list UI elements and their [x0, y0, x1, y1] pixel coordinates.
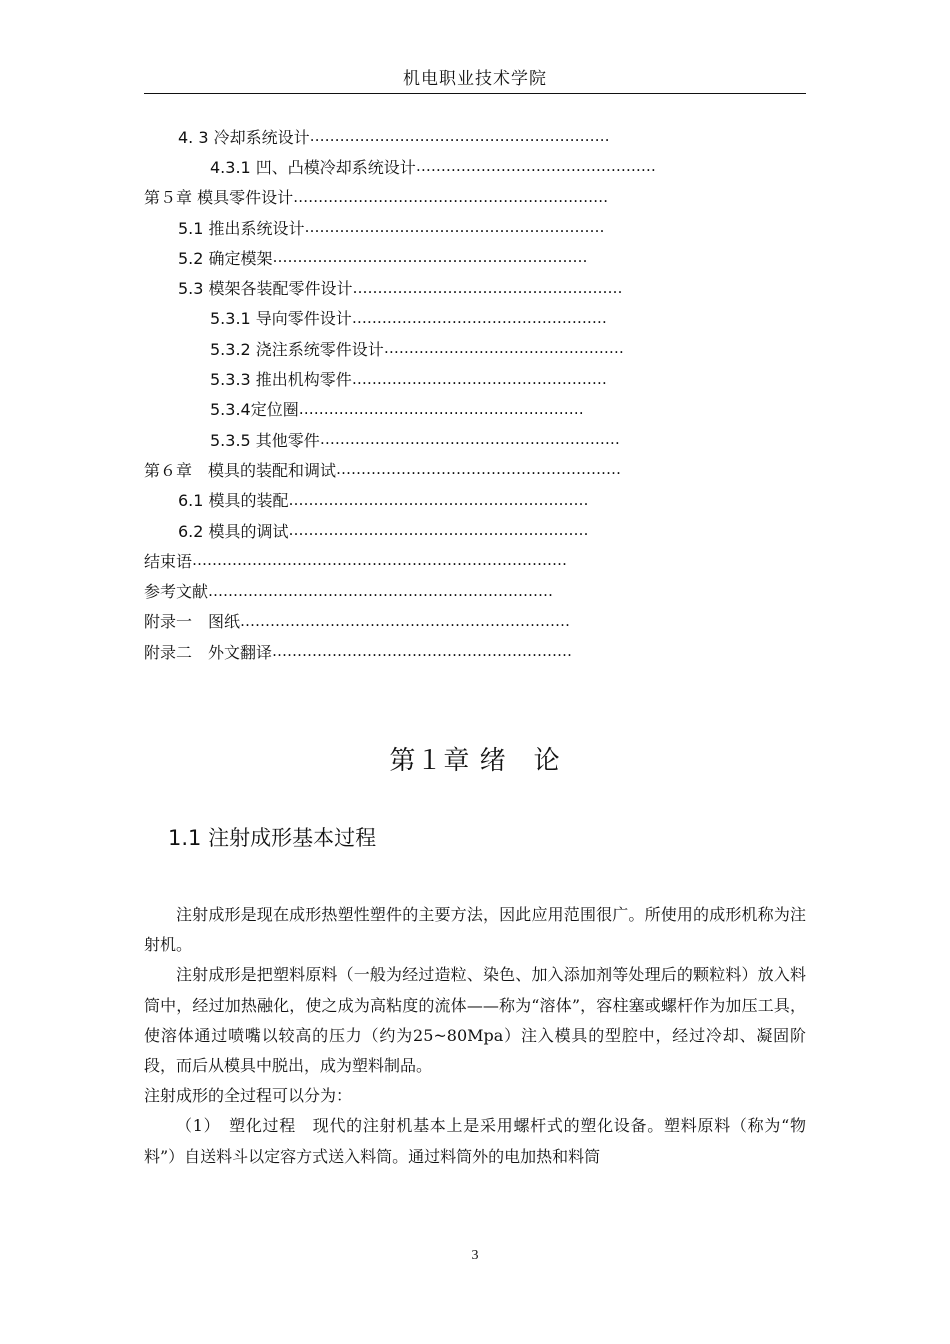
toc-entry-title: 5.3.3 推出机构零件: [210, 370, 352, 390]
chapter-title: 第１章 绪 论: [389, 746, 561, 776]
toc-entry-title: 4.3.1 凹、凸模冷却系统设计: [210, 157, 416, 177]
toc-entry-title: 4. 3 冷却系统设计: [178, 127, 310, 147]
toc-entry[interactable]: [144, 212, 809, 242]
header-title: 机电职业技术学院: [403, 69, 547, 89]
toc-leader-dots: ………………………………………………: [352, 278, 623, 297]
page-number: 3: [471, 1248, 479, 1263]
toc-leader-dots: ……………………………………………………: [319, 430, 620, 449]
toc-leader-dots: ……………………………………………………: [288, 521, 589, 539]
toc-leader-dots: ………………………………………………………: [293, 187, 609, 206]
toc-entry[interactable]: [144, 151, 809, 181]
toc-entry-title: 5.1 推出系统设计: [178, 218, 305, 238]
toc-entry-title: 5.2 确定模架: [178, 248, 273, 268]
toc-entry[interactable]: [144, 272, 809, 302]
toc-leader-dots: …………………………………………………: [336, 460, 622, 479]
toc-entry-title: 结束语: [144, 551, 193, 571]
toc-entry-title: 6.1 模具的装配: [178, 491, 289, 511]
toc-leader-dots: ……………………………………………………: [272, 642, 573, 661]
paragraph: （1） 塑化过程 现代的注射机基本上是采用螺杆式的塑化设备。塑料原料（称为“物料”）自送料斗以定容方式送入料筒。通过料筒外的电加热和料筒: [144, 1116, 806, 1166]
toc-entry[interactable]: [144, 121, 809, 151]
toc-leader-dots: ……………………………………………………: [288, 490, 589, 509]
table-of-contents: [144, 121, 809, 666]
toc-leader-dots: ……………………………………………………: [309, 127, 610, 146]
toc-leader-dots: ………………………………………………………: [272, 248, 588, 267]
toc-leader-dots: …………………………………………: [415, 157, 656, 176]
body-text: [144, 900, 806, 1172]
toc-leader-dots: …………………………………………: [383, 339, 624, 358]
toc-entry-title: 5.3.2 浇注系统零件设计: [210, 339, 384, 359]
toc-entry[interactable]: [144, 424, 809, 454]
toc-entry[interactable]: [144, 182, 809, 212]
toc-entry[interactable]: [144, 545, 809, 575]
section-title: 1.1 注射成形基本过程: [168, 826, 377, 850]
toc-entry-title: 第６章 模具的装配和调试: [144, 460, 337, 480]
toc-entry-title: 参考文献: [144, 582, 209, 602]
toc-entry[interactable]: [144, 575, 809, 605]
toc-leader-dots: ……………………………………………………: [304, 218, 605, 237]
toc-entry[interactable]: [144, 242, 809, 272]
toc-entry-title: 5.3.4定位圈: [210, 400, 299, 420]
toc-entry-title: 附录一 图纸: [144, 612, 241, 632]
paragraph: 注射成形是现在成形热塑性塑件的主要方法，因此应用范围很广。所使用的成形机称为注射机。: [144, 905, 806, 955]
toc-entry[interactable]: [144, 606, 809, 636]
toc-entry-title: 5.3.1 导向零件设计: [210, 309, 352, 329]
toc-entry[interactable]: [144, 636, 809, 666]
toc-entry[interactable]: [144, 454, 809, 484]
page-header: [144, 66, 806, 94]
toc-leader-dots: ……………………………………………………………: [208, 581, 554, 600]
toc-leader-dots: ……………………………………………: [351, 369, 607, 388]
paragraph: 注射成形的全过程可以分为：: [144, 1086, 353, 1106]
toc-entry[interactable]: [144, 303, 809, 333]
toc-entry-title: 第５章 模具零件设计: [144, 188, 294, 208]
toc-leader-dots: …………………………………………………………: [240, 611, 571, 630]
toc-entry[interactable]: [144, 363, 809, 393]
toc-entry[interactable]: [144, 394, 809, 424]
toc-entry[interactable]: [144, 515, 809, 545]
toc-entry[interactable]: [144, 485, 809, 515]
toc-entry-title: 5.3 模架各装配零件设计: [178, 279, 353, 299]
toc-entry-title: 6.2 模具的调试: [178, 521, 289, 541]
toc-leader-dots: ……………………………………………: [351, 308, 607, 327]
toc-entry-title: 5.3.5 其他零件: [210, 430, 320, 450]
paragraph: 注射成形是把塑料原料（一般为经过造粒、染色、加入添加剂等处理后的颗粒料）放入料筒中，经过加热融化，使之成为高粘度的流体——称为“溶体”，容柱塞或螺杆作为加压工具，使溶体通过喷嘴以较高的压力（约为25~80Mpa）注入模具的型腔中，经过冷却、凝固阶段，而后从模具中脱出，成为塑料制品。: [144, 965, 806, 1076]
toc-leader-dots: …………………………………………………: [298, 399, 584, 418]
toc-entry-title: 附录二 外文翻译: [144, 642, 273, 662]
toc-leader-dots: …………………………………………………………………: [192, 551, 568, 570]
toc-entry[interactable]: [144, 333, 809, 363]
